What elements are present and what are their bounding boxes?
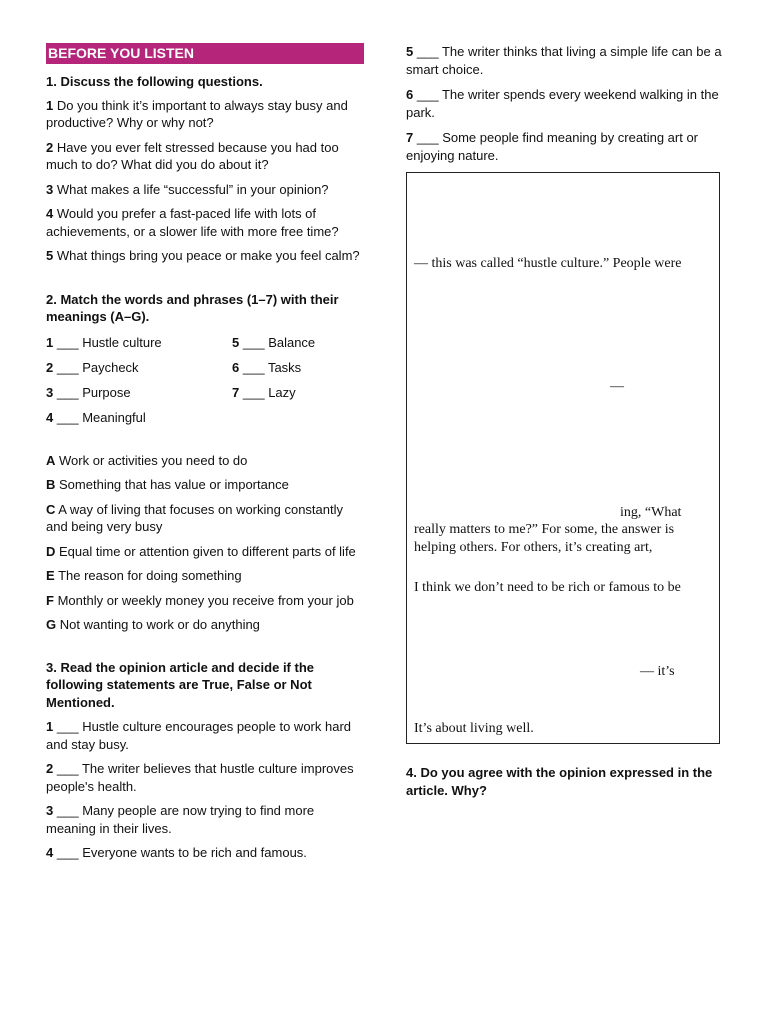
meaning-item: C A way of living that focuses on working constantly and being very busy: [46, 501, 344, 534]
statement-item: 1 ___ Hustle culture encourages people to work hard and stay busy.: [46, 719, 352, 752]
discussion-question: 3 What makes a life “successful” in your opinion?: [46, 181, 329, 197]
section3-heading: 3. Read the opinion article and decide if the following statements are True, False or Not Mentioned.: [46, 659, 314, 710]
article-text: —: [610, 379, 624, 394]
meaning-item: B Something that has value or importance: [46, 477, 289, 492]
discussion-question: 1 Do you think it’s important to always stay busy and productive? Why or why not?: [46, 97, 348, 130]
discussion-question: 5 What things bring you peace or make you feel calm?: [46, 248, 360, 263]
article-text: — it’s: [640, 664, 675, 679]
article-text: really matters to me?” For some, the answer is: [414, 522, 675, 537]
article-text: I think we don’t need to be rich or famous to be: [414, 580, 681, 595]
section1-heading: 1. Discuss the following questions.: [46, 74, 263, 89]
article-text: — this was called “hustle culture.” People were: [414, 256, 682, 271]
meaning-item: E The reason for doing something: [46, 568, 242, 583]
section-banner: BEFORE YOU LISTEN: [46, 43, 364, 64]
article-text: ing, “What: [620, 505, 682, 520]
meaning-item: A Work or activities you need to do: [46, 452, 248, 468]
article-text: helping others. For others, it’s creating art,: [414, 540, 653, 555]
statement-item: 4 ___ Everyone wants to be rich and famous.: [46, 845, 307, 860]
meaning-item: D Equal time or attention given to different parts of life: [46, 543, 356, 559]
statement-item: 7 ___ Some people find meaning by creating art or enjoying nature.: [406, 130, 699, 163]
section4-heading: 4. Do you agree with the opinion expressed in the article. Why?: [406, 765, 713, 798]
word-item: 6 ___ Tasks: [232, 359, 302, 375]
meaning-item: F Monthly or weekly money you receive from your job: [46, 592, 354, 608]
word-item: 1 ___ Hustle culture: [46, 334, 162, 350]
meaning-item: G Not wanting to work or do anything: [46, 617, 260, 632]
word-item: 3 ___ Purpose: [46, 384, 131, 400]
statement-item: 2 ___ The writer believes that hustle culture improves people's health.: [46, 761, 354, 794]
article-text: It’s about living well.: [414, 721, 534, 736]
section2-heading: 2. Match the words and phrases (1–7) with their meanings (A–G).: [46, 291, 339, 324]
statement-item: 5 ___ The writer thinks that living a simple life can be a smart choice.: [406, 44, 722, 77]
discussion-question: 2 Have you ever felt stressed because you had too much to do? What did you do about it?: [46, 139, 339, 172]
word-item: 2 ___ Paycheck: [46, 359, 139, 375]
word-list: [46, 334, 364, 434]
right-column: [406, 43, 722, 164]
left-column: [46, 43, 364, 862]
word-item: 4 ___ Meaningful: [46, 409, 146, 425]
word-item: 5 ___ Balance: [232, 334, 316, 350]
discussion-question: 4 Would you prefer a fast-paced life with lots of achievements, or a slower life with more free time?: [46, 206, 339, 239]
statement-item: 3 ___ Many people are now trying to find more meaning in their lives.: [46, 803, 315, 836]
opinion-article-box: [406, 172, 720, 744]
statement-item: 6 ___ The writer spends every weekend walking in the park.: [406, 87, 719, 120]
word-item: 7 ___ Lazy: [232, 384, 296, 400]
